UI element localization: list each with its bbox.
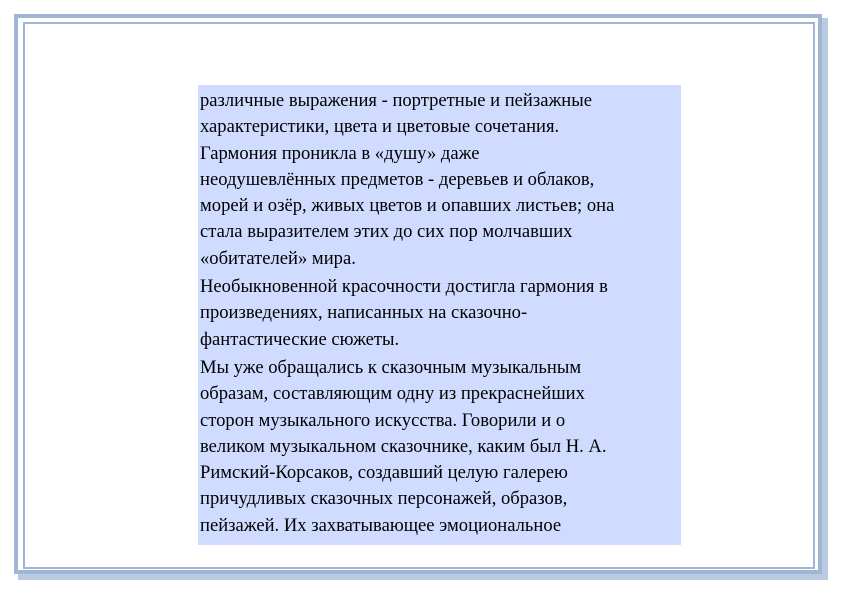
frame-shadow bbox=[18, 574, 828, 580]
paragraph-harmony-expressions: различные выражения - портретные и пейзажные характеристики, цвета и цветовые сочетания. Гармония проникла в «душу» даже неодушевлённых предметов - деревьев и облаков, морей и озёр, живых цветов и опавших листьев; она стала выразителем этих до сих пор молчавших «обитателей» мира. bbox=[200, 90, 615, 269]
paragraph-fairy-tale-harmony: Необыкновенной красочности достигла гармония в произведениях, написанных на сказочно- фантастические сюжеты. bbox=[200, 276, 608, 350]
paragraph-rimsky-korsakov: Мы уже обращались к сказочным музыкальным образам, составляющим одну из прекраснейших сторон музыкального искусства. Говорили и о великом музыкальном сказочнике, каким был Н. А. Римский-Корсаков, создавший целую галерею причудливых сказочных персонажей, образов, пейзажей. Их захватывающее эмоциональное bbox=[200, 356, 607, 536]
frame-shadow bbox=[822, 18, 828, 580]
text-box bbox=[198, 85, 681, 545]
